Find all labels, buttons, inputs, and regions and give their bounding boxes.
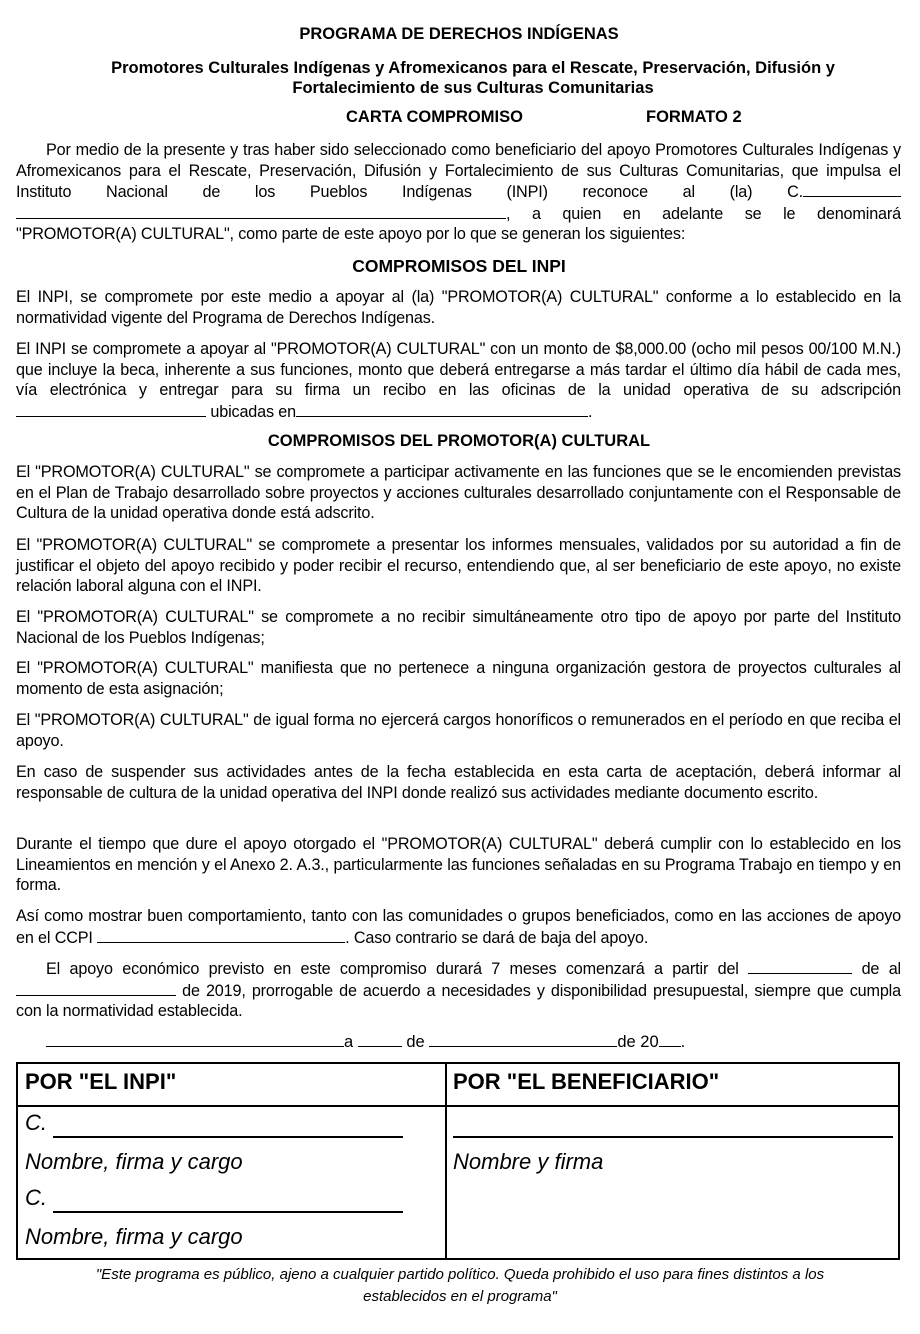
day-blank[interactable] (358, 1031, 402, 1047)
duration-paragraph: El apoyo económico previsto en este compromiso durará 7 meses comenzará a partir del de al de 2019, prorrogable de acuerdo a necesidades y disponibilidad presupuestal, siempre que cumpla con la normatividad establecida. (16, 960, 901, 1021)
beneficiary-signature-line[interactable] (453, 1110, 893, 1140)
month-blank[interactable] (429, 1031, 617, 1047)
subtitle-line-2: Fortalecimiento de sus Culturas Comunitarias (292, 79, 654, 97)
signature-table (16, 1062, 900, 1260)
table-header-divider (18, 1105, 898, 1107)
ccpi-blank[interactable] (97, 927, 345, 943)
inpi-signer-2-underline (53, 1211, 403, 1213)
beneficiary-signature-header: POR "EL BENEFICIARIO" (453, 1069, 720, 1094)
inpi-commitments-heading: COMPROMISOS DEL INPI (352, 256, 566, 276)
start-day-blank[interactable] (748, 958, 852, 974)
inpi-paragraph-2: El INPI se compromete a apoyar al "PROMOTOR(A) CULTURAL" con un monto de $8,000.00 (ocho mil pesos 00/100 M.N.) que incluye la beca, inherente a sus funciones, monto que deberá entregarse a más tardar el último día hábil de cada mes, vía electrónica y entregar para su firma un recibo en las oficinas de la unidad operativa de su adscripción ubicadas en . (16, 340, 901, 421)
promotor-paragraph-1: El "PROMOTOR(A) CULTURAL" se compromete a participar activamente en las funciones que se le encomienden previstas en el Plan de Trabajo desarrollado sobre proyectos y acciones culturales desarrollado conjuntamente con el Responsable de Cultura de la unidad operativa donde está adscrito. (16, 463, 901, 523)
format-label: FORMATO 2 (646, 108, 742, 126)
promotor-paragraph-6: En caso de suspender sus actividades antes de la fecha establecida en esta carta de aceptación, deberá informar al responsable de cultura de la unidad operativa del INPI donde realizó sus actividades mediante documento escrito. (16, 763, 901, 802)
inpi-paragraph-1: El INPI, se compromete por este medio a apoyar al (la) "PROMOTOR(A) CULTURAL" conforme a lo establecido en la normatividad vigente del Programa de Derechos Indígenas. (16, 288, 901, 327)
footer-disclaimer (0, 1264, 920, 1308)
promotor-paragraph-3: El "PROMOTOR(A) CULTURAL" se compromete a no recibir simultáneamente otro tipo de apoyo por parte del Instituto Nacional de los Pueblos Indígenas; (16, 608, 901, 647)
subtitle-line-1: Promotores Culturales Indígenas y Afromexicanos para el Rescate, Preservación, Difusión y (111, 59, 835, 77)
promotor-paragraph-2: El "PROMOTOR(A) CULTURAL" se compromete a presentar los informes mensuales, validados por su autoridad a fin de justificar el objeto del apoyo recibido y poder recibir el recurso, entendiendo que, al ser beneficiario de este apoyo, no existe relación laboral alguna con el INPI. (16, 536, 901, 596)
inpi-signer-2-line[interactable]: C. (25, 1185, 47, 1211)
beneficiary-underline (453, 1136, 893, 1138)
document-title: PROGRAMA DE DERECHOS INDÍGENAS (299, 25, 619, 43)
date-line: a de de 20 . (46, 1031, 685, 1052)
intro-paragraph: Por medio de la presente y tras haber sido seleccionado como beneficiario del apoyo Promotores Culturales Indígenas y Afromexicanos para el Rescate, Preservación, Difusión y Fortalecimiento de sus Culturas Comunitarias, que impulsa el Instituto Nacional de los Pueblos Indígenas (INPI) reconoce al (la) C. , a quien en adelante se le denominará "PROMOTOR(A) CULTURAL", como parte de este apoyo por lo que se generan los siguientes: (16, 141, 901, 244)
conduct-paragraph: Así como mostrar buen comportamiento, tanto con las comunidades o grupos beneficiados, como en las acciones de apoyo en el CCPI . Caso contrario se dará de baja del apoyo. (16, 907, 901, 947)
promotor-paragraph-5: El "PROMOTOR(A) CULTURAL" de igual forma no ejercerá cargos honoríficos o remunerados en el período en que reciba el apoyo. (16, 711, 901, 750)
year-blank[interactable] (659, 1031, 681, 1047)
promotor-paragraph-4: El "PROMOTOR(A) CULTURAL" manifiesta que no pertenece a ninguna organización gestora de proyectos culturales al momento de esta asignación; (16, 659, 901, 698)
place-blank[interactable] (46, 1031, 344, 1047)
inpi-signer-1-caption: Nombre, firma y cargo (25, 1149, 243, 1174)
location-blank[interactable] (296, 401, 588, 417)
inpi-signer-2-caption: Nombre, firma y cargo (25, 1224, 243, 1249)
adscription-unit-blank[interactable] (16, 401, 206, 417)
inpi-signer-1-line[interactable]: C. (25, 1110, 47, 1136)
promotor-commitments-heading: COMPROMISOS DEL PROMOTOR(A) CULTURAL (267, 432, 651, 450)
footer-line-1: "Este programa es público, ajeno a cualquier partido político. Queda prohibido el uso para fines distintos a los (95, 1266, 825, 1283)
beneficiary-name-blank-1[interactable] (803, 181, 901, 197)
doc-type-label: CARTA COMPROMISO (346, 108, 523, 126)
program-subtitle (0, 58, 920, 98)
inpi-signature-header: POR "EL INPI" (25, 1069, 177, 1094)
footer-line-2: establecidos en el programa" (363, 1288, 557, 1305)
table-column-divider (445, 1064, 447, 1258)
beneficiary-caption: Nombre y firma (453, 1149, 604, 1174)
promotor-paragraph-7: Durante el tiempo que dure el apoyo otorgado el "PROMOTOR(A) CULTURAL" deberá cumplir con lo establecido en los Lineamientos en mención y el Anexo 2. A.3., particularmente las funciones señaladas en su Programa Trabajo en tiempo y en forma. (16, 835, 901, 895)
end-date-blank[interactable] (16, 980, 176, 996)
beneficiary-name-blank-2[interactable] (16, 203, 506, 219)
inpi-signer-1-underline (53, 1136, 403, 1138)
